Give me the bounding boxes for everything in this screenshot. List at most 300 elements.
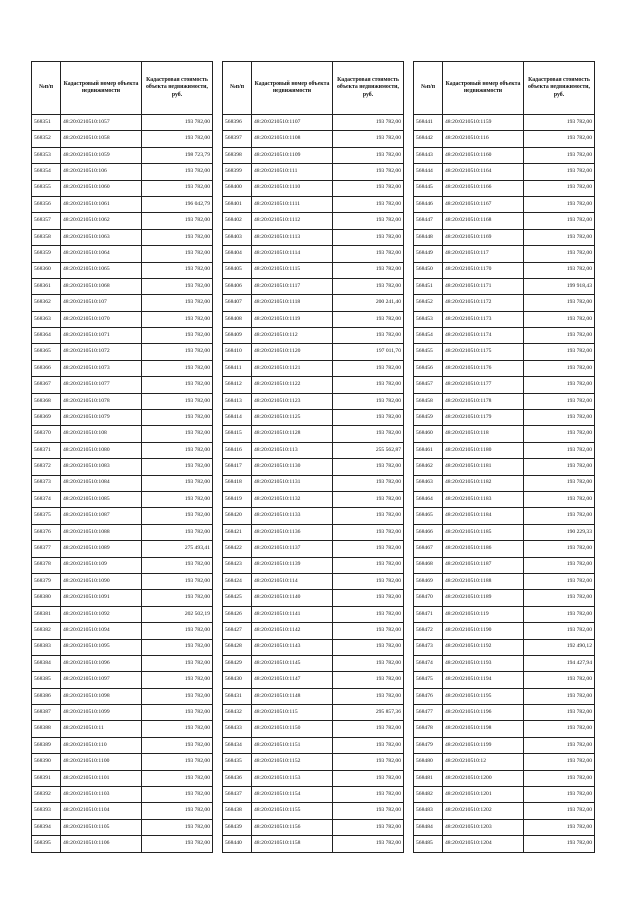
table-row xyxy=(414,426,595,442)
cadastral-number: 48:20:0210510:1136 xyxy=(252,524,333,540)
table-row xyxy=(414,164,595,180)
cadastral-value: 193 782,00 xyxy=(142,705,213,721)
row-number: 568444 xyxy=(414,164,443,180)
cadastral-number: 48:20:0210510:1168 xyxy=(443,213,524,229)
cadastral-value: 196 042,79 xyxy=(142,196,213,212)
cadastral-value: 190 229,33 xyxy=(524,524,595,540)
row-number: 568416 xyxy=(223,442,252,458)
cadastral-number: 48:20:0210510:1196 xyxy=(443,705,524,721)
cadastral-number: 48:20:0210510:1125 xyxy=(252,410,333,426)
cadastral-value: 193 782,00 xyxy=(142,180,213,196)
row-number: 568414 xyxy=(223,410,252,426)
row-number: 568415 xyxy=(223,426,252,442)
cadastral-number: 48:20:0210510:1169 xyxy=(443,229,524,245)
cadastral-value: 193 782,00 xyxy=(333,360,404,376)
cadastral-number: 48:20:0210510:1121 xyxy=(252,360,333,376)
cadastral-number: 48:20:0210510:1100 xyxy=(61,754,142,770)
cadastral-number: 48:20:0210510:1177 xyxy=(443,377,524,393)
table-row xyxy=(32,426,213,442)
cadastral-number: 48:20:0210510:1153 xyxy=(252,770,333,786)
cadastral-number: 48:20:0210510:1132 xyxy=(252,491,333,507)
row-number: 568393 xyxy=(32,803,61,819)
row-number: 568457 xyxy=(414,377,443,393)
cadastral-number: 48:20:0210510:113 xyxy=(252,442,333,458)
cadastral-value: 193 782,00 xyxy=(524,393,595,409)
table-row xyxy=(223,115,404,131)
row-number: 568475 xyxy=(414,672,443,688)
row-number: 568420 xyxy=(223,508,252,524)
cadastral-value: 193 782,00 xyxy=(524,573,595,589)
cadastral-value: 193 782,00 xyxy=(142,655,213,671)
cadastral-value: 193 782,00 xyxy=(524,688,595,704)
cadastral-value: 193 782,00 xyxy=(524,311,595,327)
table-row xyxy=(414,360,595,376)
table-row xyxy=(32,229,213,245)
cadastral-number: 48:20:0210510:1198 xyxy=(443,721,524,737)
table-row xyxy=(414,491,595,507)
row-number: 568468 xyxy=(414,557,443,573)
table-row xyxy=(223,131,404,147)
row-number: 568372 xyxy=(32,459,61,475)
table-row xyxy=(414,770,595,786)
cadastral-value: 193 782,00 xyxy=(142,246,213,262)
cadastral-value: 193 782,00 xyxy=(333,541,404,557)
cadastral-value: 193 782,00 xyxy=(524,115,595,131)
table-row xyxy=(32,475,213,491)
table-row xyxy=(223,475,404,491)
cadastral-number: 48:20:0210510:119 xyxy=(443,606,524,622)
cadastral-number: 48:20:0210510:1156 xyxy=(252,819,333,835)
cadastral-value: 199 918,43 xyxy=(524,278,595,294)
row-number: 568395 xyxy=(32,836,61,852)
cadastral-number: 48:20:0210510:1185 xyxy=(443,524,524,540)
cadastral-value: 193 782,00 xyxy=(333,491,404,507)
header-cadastral: Кадастровый номер объекта недвижимости xyxy=(252,62,333,115)
row-number: 568460 xyxy=(414,426,443,442)
cadastral-number: 48:20:0210510:1143 xyxy=(252,639,333,655)
row-number: 568367 xyxy=(32,377,61,393)
cadastral-number: 48:20:0210510:1147 xyxy=(252,672,333,688)
row-number: 568434 xyxy=(223,737,252,753)
table-row xyxy=(414,410,595,426)
cadastral-value: 193 782,00 xyxy=(524,213,595,229)
cadastral-value: 275 493,41 xyxy=(142,541,213,557)
cadastral-number: 48:20:0210510:1200 xyxy=(443,770,524,786)
table-row xyxy=(32,262,213,278)
cadastral-value: 193 782,00 xyxy=(524,328,595,344)
cadastral-number: 48:20:0210510:1058 xyxy=(61,131,142,147)
cadastral-value: 193 782,00 xyxy=(142,311,213,327)
cadastral-value: 193 782,00 xyxy=(333,803,404,819)
row-number: 568438 xyxy=(223,803,252,819)
row-number: 568413 xyxy=(223,393,252,409)
cadastral-value: 193 782,00 xyxy=(333,459,404,475)
row-number: 568357 xyxy=(32,213,61,229)
row-number: 568419 xyxy=(223,491,252,507)
row-number: 568353 xyxy=(32,147,61,163)
cadastral-value: 193 782,00 xyxy=(142,508,213,524)
cadastral-value: 193 782,00 xyxy=(333,213,404,229)
table-row xyxy=(32,360,213,376)
row-number: 568379 xyxy=(32,573,61,589)
cadastral-number: 48:20:0210510:1095 xyxy=(61,639,142,655)
row-number: 568480 xyxy=(414,754,443,770)
cadastral-number: 48:20:0210510:1113 xyxy=(252,229,333,245)
cadastral-number: 48:20:0210510:108 xyxy=(61,426,142,442)
cadastral-number: 48:20:0210510:1154 xyxy=(252,787,333,803)
row-number: 568396 xyxy=(223,115,252,131)
cadastral-value: 193 782,00 xyxy=(142,426,213,442)
row-number: 568421 xyxy=(223,524,252,540)
row-number: 568461 xyxy=(414,442,443,458)
cadastral-value: 193 782,00 xyxy=(524,475,595,491)
table-row xyxy=(32,606,213,622)
row-number: 568440 xyxy=(223,836,252,852)
row-number: 568431 xyxy=(223,688,252,704)
table-row xyxy=(32,639,213,655)
cadastral-number: 48:20:0210510:1181 xyxy=(443,459,524,475)
cadastral-number: 48:20:0210510:1061 xyxy=(61,196,142,212)
row-number: 568392 xyxy=(32,787,61,803)
cadastral-value: 193 782,00 xyxy=(142,836,213,852)
table-row xyxy=(223,541,404,557)
cadastral-value: 193 782,00 xyxy=(524,836,595,852)
cadastral-number: 48:20:0210510:115 xyxy=(252,705,333,721)
cadastral-number: 48:20:0210510:110 xyxy=(61,737,142,753)
table-row xyxy=(414,262,595,278)
cadastral-number: 48:20:0210510:1195 xyxy=(443,688,524,704)
cadastral-value: 295 857,36 xyxy=(333,705,404,721)
cadastral-value: 193 782,00 xyxy=(524,623,595,639)
cadastral-value: 193 782,00 xyxy=(142,803,213,819)
cadastral-value: 193 782,00 xyxy=(524,491,595,507)
row-number: 568374 xyxy=(32,491,61,507)
cadastral-value: 193 782,00 xyxy=(142,688,213,704)
table-row xyxy=(32,819,213,835)
cadastral-number: 48:20:0210510:1105 xyxy=(61,819,142,835)
table-row xyxy=(32,705,213,721)
row-number: 568424 xyxy=(223,573,252,589)
row-number: 568433 xyxy=(223,721,252,737)
table-row xyxy=(32,213,213,229)
row-number: 568443 xyxy=(414,147,443,163)
cadastral-value: 193 782,00 xyxy=(333,754,404,770)
row-number: 568363 xyxy=(32,311,61,327)
row-number: 568360 xyxy=(32,262,61,278)
cadastral-number: 48:20:0210510:1175 xyxy=(443,344,524,360)
table-row xyxy=(223,377,404,393)
table-row xyxy=(32,688,213,704)
cadastral-value: 193 782,00 xyxy=(333,836,404,852)
cadastral-value: 197 011,70 xyxy=(333,344,404,360)
table-row xyxy=(223,213,404,229)
cadastral-number: 48:20:0210510:1188 xyxy=(443,573,524,589)
row-number: 568398 xyxy=(223,147,252,163)
cadastral-value: 193 782,00 xyxy=(142,770,213,786)
row-number: 568427 xyxy=(223,623,252,639)
table-row xyxy=(223,705,404,721)
row-number: 568391 xyxy=(32,770,61,786)
row-number: 568399 xyxy=(223,164,252,180)
row-number: 568462 xyxy=(414,459,443,475)
row-number: 568477 xyxy=(414,705,443,721)
table-row xyxy=(223,508,404,524)
header-cadastral: Кадастровый номер объекта недвижимости xyxy=(443,62,524,115)
cadastral-value: 200 241,40 xyxy=(333,295,404,311)
table-row xyxy=(223,164,404,180)
cadastral-number: 48:20:0210510:1148 xyxy=(252,688,333,704)
cadastral-number: 48:20:0210510:1173 xyxy=(443,311,524,327)
row-number: 568465 xyxy=(414,508,443,524)
row-number: 568403 xyxy=(223,229,252,245)
cadastral-number: 48:20:0210510:1172 xyxy=(443,295,524,311)
cadastral-number: 48:20:0210510:1098 xyxy=(61,688,142,704)
cadastral-number: 48:20:0210510:1064 xyxy=(61,246,142,262)
cadastral-number: 48:20:0210510:1190 xyxy=(443,623,524,639)
cadastral-value: 193 782,00 xyxy=(142,278,213,294)
cadastral-value: 193 782,00 xyxy=(524,606,595,622)
table-row xyxy=(414,623,595,639)
cadastral-number: 48:20:0210510:1077 xyxy=(61,377,142,393)
table-row xyxy=(32,377,213,393)
row-number: 568454 xyxy=(414,328,443,344)
cadastral-value: 193 782,00 xyxy=(333,508,404,524)
cadastral-number: 48:20:0210510:1112 xyxy=(252,213,333,229)
cadastral-number: 48:20:0210510:116 xyxy=(443,131,524,147)
cadastral-number: 48:20:0210510:1060 xyxy=(61,180,142,196)
cadastre-table-3 xyxy=(413,61,595,853)
row-number: 568368 xyxy=(32,393,61,409)
table-row xyxy=(32,590,213,606)
cadastral-number: 48:20:0210510:1117 xyxy=(252,278,333,294)
cadastral-number: 48:20:0210510:1155 xyxy=(252,803,333,819)
cadastral-value: 193 782,00 xyxy=(142,590,213,606)
row-number: 568446 xyxy=(414,196,443,212)
row-number: 568384 xyxy=(32,655,61,671)
table-row xyxy=(223,819,404,835)
row-number: 568476 xyxy=(414,688,443,704)
cadastral-value: 193 782,00 xyxy=(333,246,404,262)
table-row xyxy=(32,196,213,212)
cadastral-number: 48:20:0210510:107 xyxy=(61,295,142,311)
table-row xyxy=(32,770,213,786)
row-number: 568430 xyxy=(223,672,252,688)
table-row xyxy=(414,442,595,458)
cadastral-value: 193 782,00 xyxy=(524,508,595,524)
table-row xyxy=(414,508,595,524)
table-row xyxy=(414,344,595,360)
table-row xyxy=(414,639,595,655)
row-number: 568390 xyxy=(32,754,61,770)
row-number: 568405 xyxy=(223,262,252,278)
cadastral-number: 48:20:0210510:1073 xyxy=(61,360,142,376)
table-row xyxy=(223,836,404,852)
table-row xyxy=(414,131,595,147)
cadastral-value: 193 782,00 xyxy=(142,442,213,458)
table-row xyxy=(414,278,595,294)
header-value: Кадастровая стоимость объекта недвижимости, руб. xyxy=(524,62,595,115)
cadastral-value: 193 782,00 xyxy=(333,590,404,606)
cadastral-value: 193 782,00 xyxy=(524,360,595,376)
table-row xyxy=(414,213,595,229)
header-num: №п/п xyxy=(414,62,443,115)
row-number: 568484 xyxy=(414,819,443,835)
cadastral-number: 48:20:0210510:1080 xyxy=(61,442,142,458)
table-row xyxy=(32,803,213,819)
table-row xyxy=(414,311,595,327)
cadastral-value: 193 782,00 xyxy=(142,393,213,409)
row-number: 568380 xyxy=(32,590,61,606)
cadastral-value: 193 782,00 xyxy=(142,524,213,540)
cadastral-number: 48:20:0210510:1164 xyxy=(443,164,524,180)
cadastral-value: 193 782,00 xyxy=(524,590,595,606)
table-row xyxy=(223,229,404,245)
table-row xyxy=(414,229,595,245)
table-row xyxy=(32,278,213,294)
cadastral-number: 48:20:0210510:1088 xyxy=(61,524,142,540)
table-row xyxy=(32,115,213,131)
cadastral-value: 193 782,00 xyxy=(333,737,404,753)
cadastral-value: 193 782,00 xyxy=(524,737,595,753)
row-number: 568378 xyxy=(32,557,61,573)
table-row xyxy=(223,147,404,163)
row-number: 568407 xyxy=(223,295,252,311)
cadastral-number: 48:20:0210510:1103 xyxy=(61,787,142,803)
cadastral-number: 48:20:0210510:1097 xyxy=(61,672,142,688)
cadastral-number: 48:20:0210510:1079 xyxy=(61,410,142,426)
cadastral-value: 193 782,00 xyxy=(142,295,213,311)
table-row xyxy=(223,557,404,573)
cadastral-number: 48:20:0210510:111 xyxy=(252,164,333,180)
table-body xyxy=(414,115,595,853)
row-number: 568377 xyxy=(32,541,61,557)
row-number: 568483 xyxy=(414,803,443,819)
cadastral-value: 193 782,00 xyxy=(333,639,404,655)
row-number: 568423 xyxy=(223,557,252,573)
cadastral-number: 48:20:0210510:1201 xyxy=(443,787,524,803)
table-row xyxy=(414,754,595,770)
row-number: 568386 xyxy=(32,688,61,704)
cadastral-value: 193 782,00 xyxy=(333,819,404,835)
table-row xyxy=(32,524,213,540)
cadastral-value: 193 782,00 xyxy=(142,213,213,229)
table-row xyxy=(223,328,404,344)
row-number: 568447 xyxy=(414,213,443,229)
cadastral-value: 193 782,00 xyxy=(333,426,404,442)
cadastral-number: 48:20:0210510:1179 xyxy=(443,410,524,426)
table-row xyxy=(414,524,595,540)
cadastral-value: 193 782,00 xyxy=(333,377,404,393)
cadastral-number: 48:20:0210510:1085 xyxy=(61,491,142,507)
table-row xyxy=(223,246,404,262)
table-row xyxy=(223,360,404,376)
cadastral-number: 48:20:0210510:1141 xyxy=(252,606,333,622)
table-row xyxy=(414,196,595,212)
cadastral-value: 193 782,00 xyxy=(142,115,213,131)
cadastral-number: 48:20:0210510:1106 xyxy=(61,836,142,852)
row-number: 568474 xyxy=(414,655,443,671)
cadastral-value: 193 782,00 xyxy=(333,115,404,131)
cadastral-value: 193 782,00 xyxy=(142,360,213,376)
row-number: 568411 xyxy=(223,360,252,376)
row-number: 568397 xyxy=(223,131,252,147)
row-number: 568466 xyxy=(414,524,443,540)
cadastral-number: 48:20:0210510:1115 xyxy=(252,262,333,278)
table-row xyxy=(32,344,213,360)
table-header-row xyxy=(32,62,213,115)
row-number: 568479 xyxy=(414,737,443,753)
cadastral-number: 48:20:0210510:1184 xyxy=(443,508,524,524)
table-row xyxy=(32,737,213,753)
cadastral-number: 48:20:0210510:1089 xyxy=(61,541,142,557)
cadastral-number: 48:20:0210510:1133 xyxy=(252,508,333,524)
cadastral-value: 193 782,00 xyxy=(524,147,595,163)
row-number: 568356 xyxy=(32,196,61,212)
cadastral-number: 48:20:0210510:1174 xyxy=(443,328,524,344)
table-row xyxy=(223,754,404,770)
table-row xyxy=(414,803,595,819)
cadastral-value: 193 782,00 xyxy=(142,131,213,147)
row-number: 568358 xyxy=(32,229,61,245)
row-number: 568472 xyxy=(414,623,443,639)
cadastral-value: 193 782,00 xyxy=(142,557,213,573)
table-row xyxy=(32,655,213,671)
table-row xyxy=(414,147,595,163)
cadastral-number: 48:20:0210510:1096 xyxy=(61,655,142,671)
row-number: 568417 xyxy=(223,459,252,475)
cadastral-number: 48:20:0210510:1160 xyxy=(443,147,524,163)
cadastral-number: 48:20:0210510:1152 xyxy=(252,754,333,770)
table-row xyxy=(223,737,404,753)
cadastral-number: 48:20:0210510:1063 xyxy=(61,229,142,245)
cadastral-value: 255 562,87 xyxy=(333,442,404,458)
table-row xyxy=(223,262,404,278)
row-number: 568364 xyxy=(32,328,61,344)
header-num: №п/п xyxy=(32,62,61,115)
cadastral-value: 193 782,00 xyxy=(333,196,404,212)
cadastral-value: 194 427,94 xyxy=(524,655,595,671)
cadastral-number: 48:20:0210510:1180 xyxy=(443,442,524,458)
row-number: 568400 xyxy=(223,180,252,196)
cadastral-number: 48:20:0210510:1087 xyxy=(61,508,142,524)
row-number: 568436 xyxy=(223,770,252,786)
cadastral-value: 193 782,00 xyxy=(333,688,404,704)
header-value: Кадастровая стоимость объекта недвижимости, руб. xyxy=(333,62,404,115)
table-row xyxy=(414,475,595,491)
cadastral-value: 192 490,12 xyxy=(524,639,595,655)
row-number: 568437 xyxy=(223,787,252,803)
cadastral-number: 48:20:0210510:1131 xyxy=(252,475,333,491)
cadastral-value: 193 782,00 xyxy=(142,475,213,491)
cadastral-value: 193 782,00 xyxy=(524,803,595,819)
cadastral-value: 193 782,00 xyxy=(524,180,595,196)
cadastral-number: 48:20:0210510:1094 xyxy=(61,623,142,639)
cadastral-value: 193 782,00 xyxy=(142,328,213,344)
table-row xyxy=(223,459,404,475)
table-row xyxy=(223,770,404,786)
cadastral-value: 193 782,00 xyxy=(142,639,213,655)
cadastral-number: 48:20:0210510:1118 xyxy=(252,295,333,311)
row-number: 568359 xyxy=(32,246,61,262)
cadastral-value: 202 502,19 xyxy=(142,606,213,622)
cadastral-value: 193 782,00 xyxy=(333,229,404,245)
table-row xyxy=(32,410,213,426)
cadastral-value: 193 782,00 xyxy=(524,557,595,573)
table-row xyxy=(223,393,404,409)
cadastral-number: 48:20:0210510:1070 xyxy=(61,311,142,327)
cadastral-number: 48:20:0210510:112 xyxy=(252,328,333,344)
table-row xyxy=(32,787,213,803)
